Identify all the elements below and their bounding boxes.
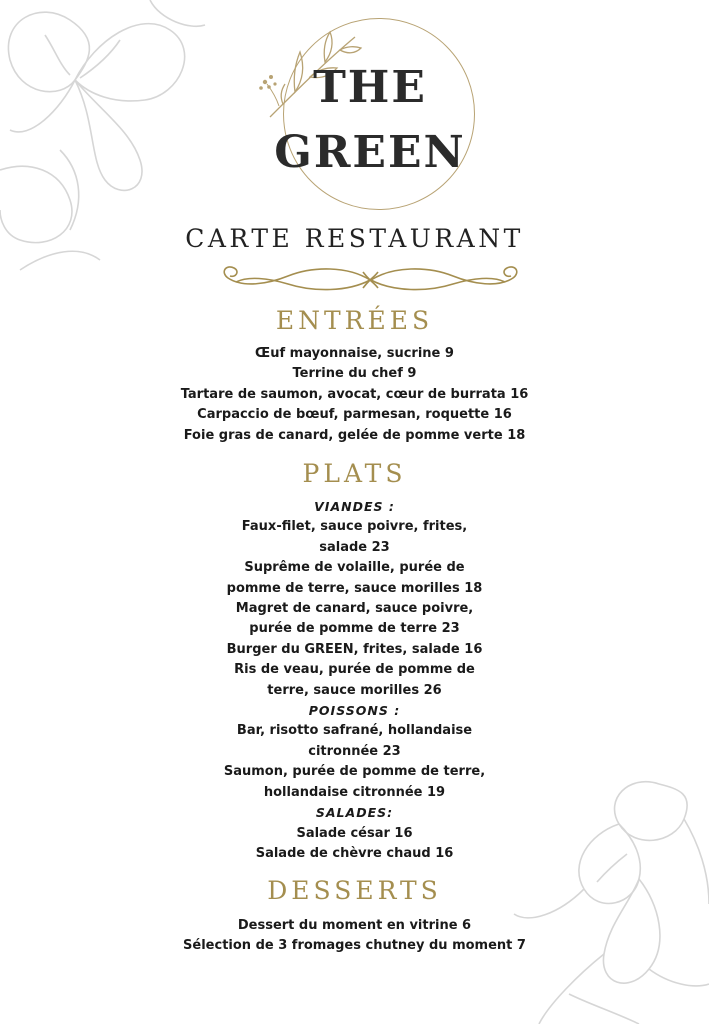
list-item: citronnée 23 (308, 743, 401, 759)
list-item: Carpaccio de bœuf, parmesan, roquette 16 (197, 407, 512, 423)
plats-heading: PLATS (302, 459, 407, 488)
list-item: Burger du GREEN, frites, salade 16 (226, 641, 483, 657)
flourish-divider-icon (218, 262, 523, 298)
plats-list (0, 497, 709, 864)
list-item: Foie gras de canard, gelée de pomme verte 18 (183, 427, 526, 443)
list-item: Faux-filet, sauce poivre, frites, (241, 519, 468, 535)
subheading-poissons: POISSONS : (308, 703, 401, 719)
list-item: purée de pomme de terre 23 (249, 621, 460, 637)
list-item: pomme de terre, sauce morilles 18 (226, 580, 483, 596)
subheading-salades: SALADES: (315, 805, 394, 821)
list-item: Salade de chèvre chaud 16 (255, 845, 454, 861)
logo-text-line2: GREEN (274, 127, 466, 178)
list-item: Tartare de saumon, avocat, cœur de burrata 16 (180, 386, 529, 402)
logo-text-line1: THE (313, 62, 427, 113)
desserts-heading: DESSERTS (267, 876, 442, 905)
list-item: Bar, risotto safrané, hollandaise (236, 723, 473, 739)
entrees-list (0, 344, 709, 446)
subheading-viandes: VIANDES : (314, 499, 395, 514)
list-item: Dessert du moment en vitrine 6 (237, 918, 472, 933)
entrees-heading: ENTRÉES (275, 306, 434, 335)
list-item: Suprême de volaille, purée de (244, 560, 465, 576)
logo (255, 12, 485, 222)
list-item: Ris de veau, purée de pomme de (234, 662, 475, 678)
list-item: Magret de canard, sauce poivre, (235, 601, 474, 617)
list-item: terre, sauce morilles 26 (267, 682, 442, 698)
list-item: hollandaise citronnée 19 (263, 784, 446, 800)
desserts-list (0, 916, 709, 957)
list-item: Sélection de 3 fromages chutney du moment 7 (183, 938, 526, 954)
list-item: Terrine du chef 9 (292, 366, 417, 382)
list-item: Saumon, purée de pomme de terre, (223, 764, 486, 780)
list-item: Œuf mayonnaise, sucrine 9 (255, 346, 454, 361)
list-item: Salade césar 16 (296, 825, 413, 841)
menu-subtitle: CARTE RESTAURANT (185, 224, 524, 253)
list-item: salade 23 (319, 539, 390, 555)
